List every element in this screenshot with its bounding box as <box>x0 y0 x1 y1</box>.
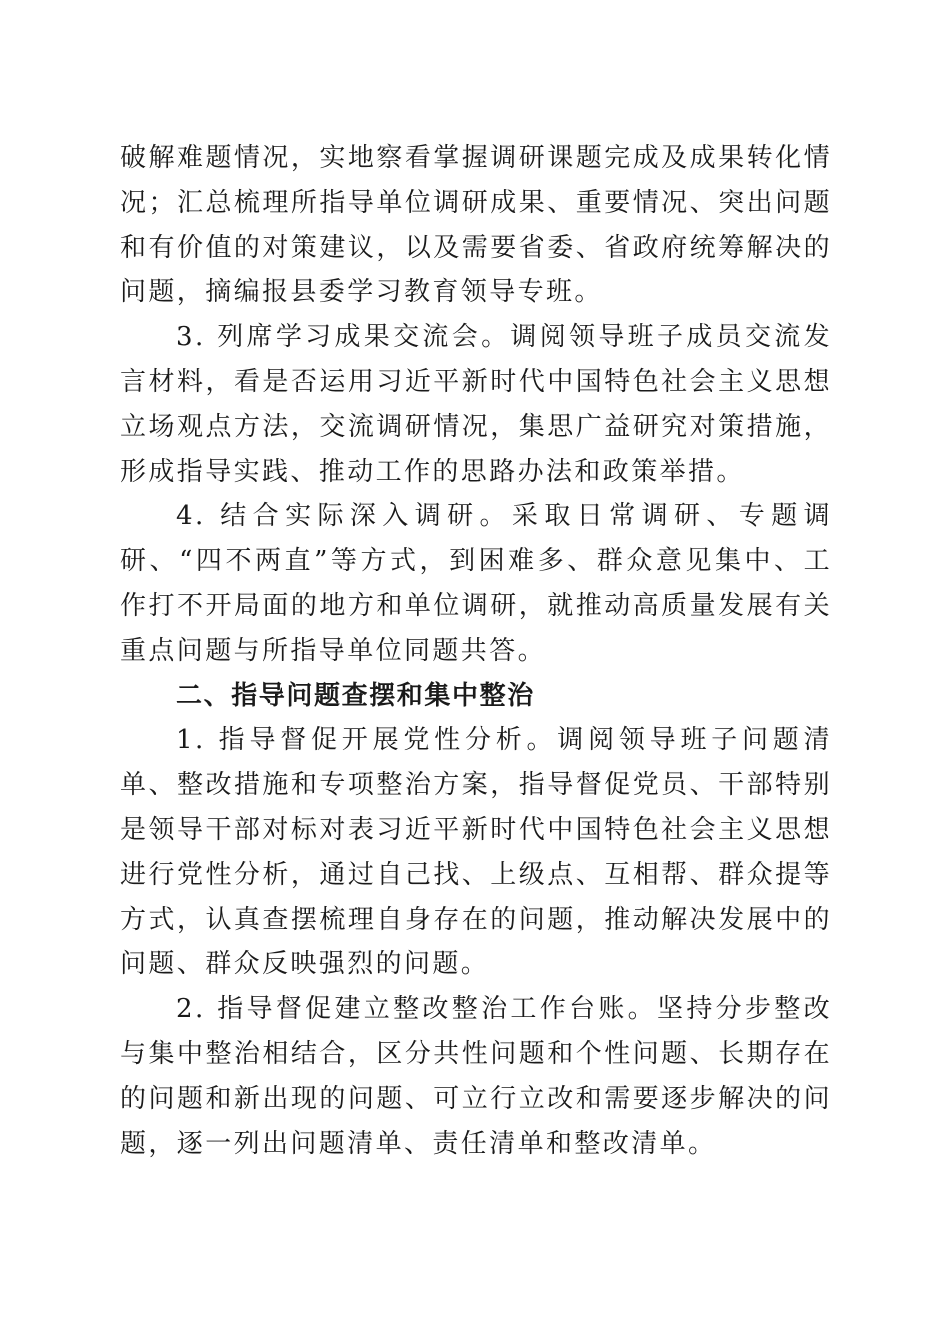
paragraph-item-3: 3. 列席学习成果交流会。调阅领导班子成员交流发言材料，看是否运用习近平新时代中国特色社会主义思想立场观点方法，交流调研情况，集思广益研究对策措施，形成指导实践、推动工作的思路办法和政策举措。 <box>120 322 832 487</box>
section-paragraph-item-1: 1. 指导督促开展党性分析。调阅领导班子问题清单、整改措施和专项整治方案，指导督促党员、干部特别是领导干部对标对表习近平新时代中国特色社会主义思想进行党性分析，通过自己找、上级点、互相帮、群众提等方式，认真查摆梳理自身存在的问题，推动解决发展中的问题、群众反映强烈的问题。 <box>120 725 832 980</box>
section-heading: 二、指导问题查摆和集中整治 <box>176 680 535 711</box>
section-paragraph-item-2: 2. 指导督促建立整改整治工作台账。坚持分步整改与集中整治相结合，区分共性问题和个性问题、长期存在的问题和新出现的问题、可立行立改和需要逐步解决的问题，逐一列出问题清单、责任清单和整改清单。 <box>120 994 832 1159</box>
paragraph-continuation: 破解难题情况，实地察看掌握调研课题完成及成果转化情况；汇总梳理所指导单位调研成果、重要情况、突出问题和有价值的对策建议，以及需要省委、省政府统筹解决的问题，摘编报县委学习教育领导专班。 <box>120 143 832 308</box>
paragraph-item-4: 4. 结合实际深入调研。采取日常调研、专题调研、“四不两直”等方式，到困难多、群众意见集中、工作打不开局面的地方和单位调研，就推动高质量发展有关重点问题与所指导单位同题共答。 <box>120 501 832 666</box>
document-body <box>120 136 832 1166</box>
